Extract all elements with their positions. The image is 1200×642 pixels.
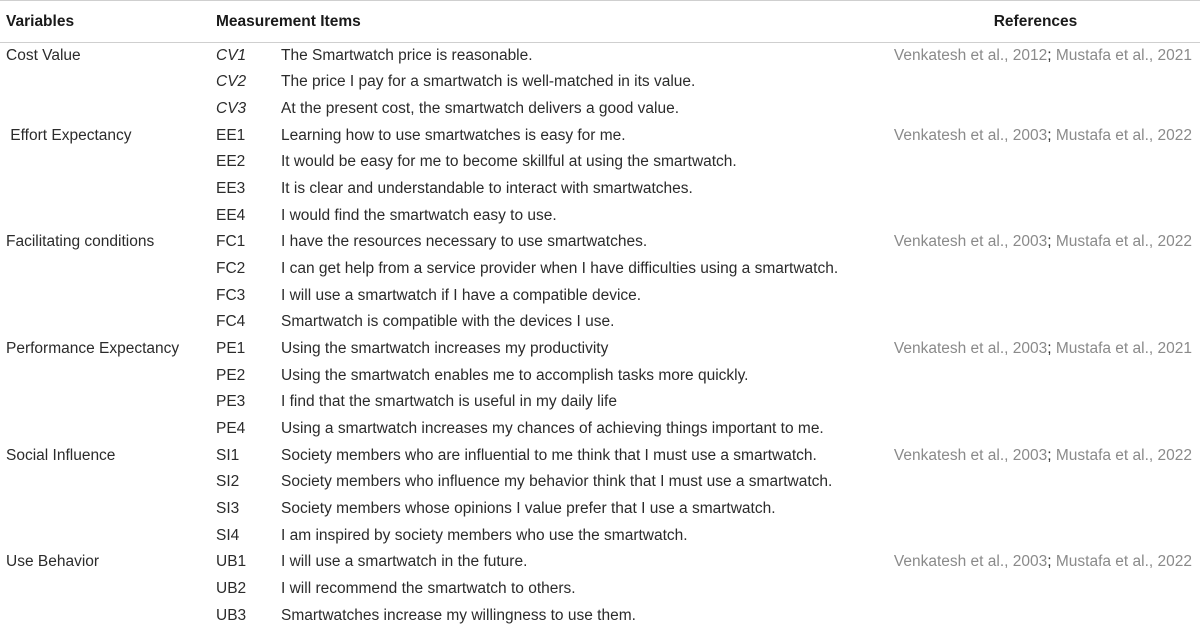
item-code: PE2 [216, 366, 246, 384]
reference-link[interactable]: Mustafa et al., 2022 [1051, 126, 1193, 144]
item-text: I can get help from a service provider when I have difficulties using a smartwatch. [281, 260, 839, 278]
table-row [0, 69, 1200, 96]
reference-link[interactable]: Venkatesh et al., 2003 [893, 233, 1048, 251]
table-row [0, 336, 1200, 363]
reference-separator: ; [1047, 233, 1052, 251]
reference-link[interactable]: Venkatesh et al., 2003 [893, 340, 1048, 358]
references-cell [871, 496, 1200, 523]
references-cell [871, 602, 1200, 629]
reference-link[interactable]: Mustafa et al., 2021 [1051, 340, 1193, 358]
reference-link[interactable]: Venkatesh et al., 2003 [893, 446, 1048, 464]
variable-name: Effort Expectancy [6, 126, 132, 144]
item-text: I will use a smartwatch in the future. [281, 553, 528, 571]
references-cell [871, 362, 1200, 389]
table-row [0, 602, 1200, 629]
table-row [0, 496, 1200, 523]
item-code: FC2 [216, 260, 246, 278]
table-row [0, 96, 1200, 123]
references-cell [871, 442, 1200, 469]
reference-link[interactable]: Venkatesh et al., 2012 [893, 47, 1048, 65]
reference-link[interactable]: Venkatesh et al., 2003 [893, 553, 1048, 571]
variable-name [0, 469, 216, 496]
item-text: Society members who are influential to me think that I must use a smartwatch. [281, 446, 817, 464]
item-text: At the present cost, the smartwatch delivers a good value. [281, 100, 680, 118]
table-row [0, 202, 1200, 229]
reference-link[interactable]: Mustafa et al., 2021 [1051, 47, 1193, 65]
variable-name [0, 202, 216, 229]
variable-name: Performance Expectancy [6, 340, 180, 358]
item-code: PE1 [216, 340, 246, 358]
references-cell [871, 176, 1200, 203]
references-cell [871, 469, 1200, 496]
variable-name [0, 602, 216, 629]
item-text: Society members whose opinions I value prefer that I use a smartwatch. [281, 499, 776, 517]
item-text: I am inspired by society members who use the smartwatch. [281, 526, 688, 544]
variable-name [0, 576, 216, 603]
references-cell [871, 282, 1200, 309]
item-text: Smartwatches increase my willingness to use them. [281, 606, 636, 624]
item-text: The Smartwatch price is reasonable. [281, 47, 533, 65]
reference-separator: ; [1047, 340, 1052, 358]
table-row [0, 122, 1200, 149]
item-code: UB1 [216, 553, 247, 571]
item-code: EE2 [216, 153, 246, 171]
item-code: FC4 [216, 313, 246, 331]
reference-separator: ; [1047, 47, 1052, 65]
variable-name [0, 176, 216, 203]
variable-name [0, 522, 216, 549]
item-code: SI3 [216, 499, 240, 517]
table-row [0, 522, 1200, 549]
references-cell [871, 229, 1200, 256]
item-text: Society members who influence my behavior think that I must use a smartwatch. [281, 473, 833, 491]
item-text: Using a smartwatch increases my chances of achieving things important to me. [281, 420, 824, 438]
variable-name [0, 69, 216, 96]
references-cell [871, 522, 1200, 549]
table-body [0, 43, 1200, 629]
item-text: The price I pay for a smartwatch is well-matched in its value. [281, 73, 696, 91]
references-cell [871, 549, 1200, 576]
table-row [0, 229, 1200, 256]
item-code: CV1 [216, 47, 247, 65]
references-cell [871, 416, 1200, 443]
item-code: UB3 [216, 606, 247, 624]
variable-name [0, 96, 216, 123]
item-text: I find that the smartwatch is useful in my daily life [281, 393, 617, 411]
reference-link[interactable]: Venkatesh et al., 2003 [893, 126, 1048, 144]
table-header-row [0, 1, 1200, 43]
reference-separator: ; [1047, 553, 1052, 571]
references-cell [871, 69, 1200, 96]
item-code: UB2 [216, 579, 247, 597]
item-code: SI4 [216, 526, 240, 544]
table-row [0, 43, 1200, 70]
item-text: I will recommend the smartwatch to others. [281, 579, 576, 597]
table-row [0, 416, 1200, 443]
variable-name [0, 389, 216, 416]
references-cell [871, 149, 1200, 176]
variable-name: Cost Value [6, 47, 81, 65]
table-row [0, 149, 1200, 176]
reference-separator: ; [1047, 446, 1052, 464]
references-cell [871, 336, 1200, 363]
references-cell [871, 122, 1200, 149]
item-code: CV3 [216, 100, 247, 118]
variable-name: Facilitating conditions [6, 233, 155, 251]
item-text: Learning how to use smartwatches is easy for me. [281, 126, 626, 144]
item-text: It would be easy for me to become skillful at using the smartwatch. [281, 153, 737, 171]
header-measurement-items: Measurement Items [216, 1, 871, 43]
variable-name: Use Behavior [6, 553, 100, 571]
reference-separator: ; [1047, 126, 1052, 144]
table-row [0, 362, 1200, 389]
references-cell [871, 389, 1200, 416]
references-cell [871, 96, 1200, 123]
references-cell [871, 202, 1200, 229]
item-code: SI1 [216, 446, 240, 464]
variable-name [0, 282, 216, 309]
item-text: I will use a smartwatch if I have a compatible device. [281, 286, 642, 304]
references-cell [871, 309, 1200, 336]
item-text: Using the smartwatch increases my productivity [281, 340, 609, 358]
references-cell [871, 43, 1200, 70]
item-text: It is clear and understandable to interact with smartwatches. [281, 180, 693, 198]
table-row [0, 256, 1200, 283]
item-text: Using the smartwatch enables me to accomplish tasks more quickly. [281, 366, 749, 384]
table-row [0, 282, 1200, 309]
reference-link[interactable]: Mustafa et al., 2022 [1051, 446, 1193, 464]
item-code: SI2 [216, 473, 240, 491]
table-row [0, 576, 1200, 603]
table-row [0, 442, 1200, 469]
item-code: EE1 [216, 126, 246, 144]
references-cell [871, 256, 1200, 283]
table-row [0, 309, 1200, 336]
item-code: PE4 [216, 420, 246, 438]
table-row [0, 176, 1200, 203]
variable-name [0, 362, 216, 389]
header-references: References [871, 1, 1200, 43]
variable-name: Social Influence [6, 446, 116, 464]
item-code: EE3 [216, 180, 246, 198]
item-code: EE4 [216, 206, 246, 224]
variable-name [0, 416, 216, 443]
reference-link[interactable]: Mustafa et al., 2022 [1051, 553, 1193, 571]
variable-name [0, 496, 216, 523]
item-code: CV2 [216, 73, 247, 91]
item-text: I would find the smartwatch easy to use. [281, 206, 557, 224]
variable-name [0, 256, 216, 283]
references-cell [871, 576, 1200, 603]
table-row [0, 389, 1200, 416]
table-row [0, 549, 1200, 576]
header-variables: Variables [0, 1, 216, 43]
item-code: FC1 [216, 233, 246, 251]
item-code: FC3 [216, 286, 246, 304]
variable-name [0, 149, 216, 176]
item-text: I have the resources necessary to use smartwatches. [281, 233, 648, 251]
item-code: PE3 [216, 393, 246, 411]
reference-link[interactable]: Mustafa et al., 2022 [1051, 233, 1193, 251]
item-text: Smartwatch is compatible with the devices I use. [281, 313, 615, 331]
table-row [0, 469, 1200, 496]
variable-name [0, 309, 216, 336]
